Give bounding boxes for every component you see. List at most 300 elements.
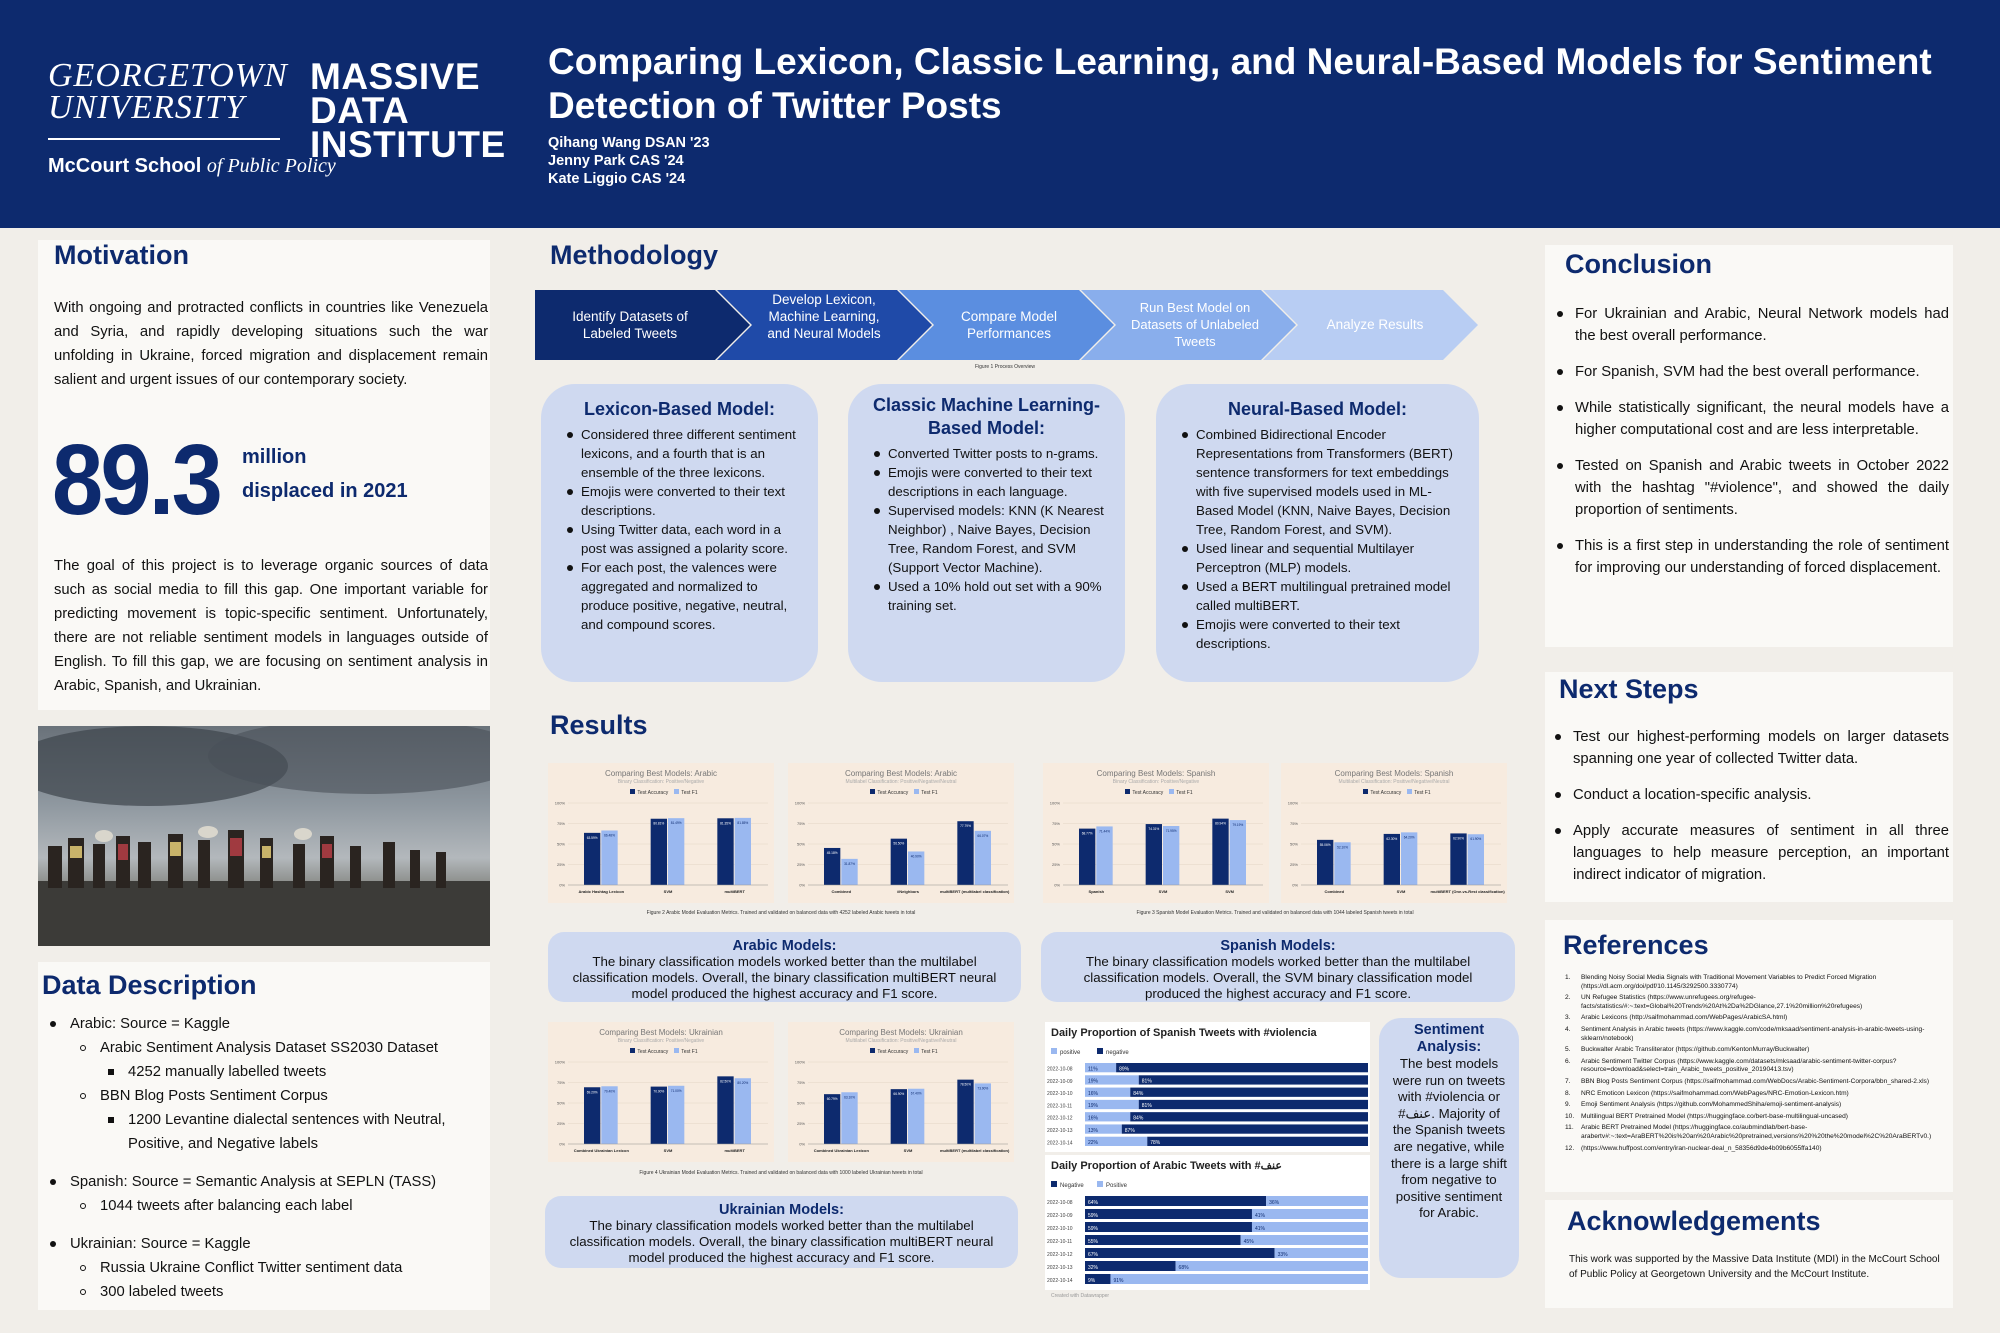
list-item: BBN Blog Posts Sentiment Corpus bbox=[46, 1084, 486, 1108]
stat-label: displaced in 2021 bbox=[242, 480, 408, 502]
x-tick-label: multiBERT (multilabel classification) bbox=[939, 1148, 1010, 1153]
lexicon-model-list bbox=[563, 425, 800, 634]
bar bbox=[1468, 834, 1484, 885]
list-item: Emojis were converted to their text descriptions. bbox=[563, 482, 800, 520]
data-label: 71.00% bbox=[670, 1088, 682, 1093]
data-label: 70.40% bbox=[604, 1089, 615, 1094]
y-tick-label: 25% bbox=[556, 862, 565, 867]
data-label: 19% bbox=[1088, 1078, 1099, 1085]
bar bbox=[651, 1087, 667, 1144]
bar bbox=[1401, 832, 1417, 885]
reference-link[interactable]: Sentiment Analysis in Arabic tweets (https://www.kaggle.com/code/mksaad/sentiment-analysis-in-arabic-tweets-using-sklearn/notebook) bbox=[1581, 1025, 1925, 1042]
row-label: 2022-10-09 bbox=[1047, 1078, 1073, 1085]
bar bbox=[584, 833, 600, 885]
bar-segment bbox=[1275, 1248, 1368, 1258]
bar-segment bbox=[1252, 1222, 1368, 1232]
bar-segment bbox=[1085, 1209, 1252, 1219]
data-label: 22% bbox=[1088, 1140, 1099, 1147]
data-label: 89% bbox=[1119, 1066, 1130, 1073]
data-label: 55.06% bbox=[1319, 842, 1331, 847]
chart-plot bbox=[548, 797, 774, 903]
spanish-multilabel-chart bbox=[1281, 763, 1507, 903]
y-tick-label: 25% bbox=[1051, 862, 1060, 867]
reference-item: 11. Arabic BERT Pretrained Model (https://huggingface.co/aubmindlab/bert-base-arabertv#:~:text=AraBERT%20is%20an%20Arabic%20pretrained,versions%20%20the%20model%2C%20AraBERTv0.) bbox=[1565, 1124, 1932, 1140]
ukrainian-figure-caption: Figure 4 Ukrainian Model Evaluation Metrics. Trained and validated on balanced data with 1000 labeled Ukrainian tweets in total bbox=[639, 1170, 923, 1176]
legend-label: Test Accuracy bbox=[1132, 790, 1164, 796]
list-item: Conduct a location-specific analysis. bbox=[1549, 784, 1949, 806]
list-item: Ukrainian: Source = Kaggle bbox=[46, 1232, 486, 1256]
x-tick-label: SVM bbox=[663, 1148, 673, 1153]
x-tick-label: Combined Ukrainian Lexicon bbox=[813, 1148, 869, 1153]
data-label: 81.49% bbox=[670, 821, 682, 826]
row-label: 2022-10-08 bbox=[1047, 1066, 1073, 1073]
data-label: 41% bbox=[1254, 1212, 1265, 1219]
bar bbox=[717, 1076, 733, 1144]
data-label: 55% bbox=[1088, 1238, 1099, 1245]
spanish-figure-caption: Figure 3 Spanish Model Evaluation Metrics. Trained and validated on balanced data with 1044 labeled Spanish tweets in total bbox=[1136, 910, 1414, 916]
data-label: 81% bbox=[1141, 1078, 1152, 1085]
y-tick-label: 0% bbox=[799, 882, 805, 888]
data-label: 63.10% bbox=[844, 1095, 855, 1100]
data-label: 67.40% bbox=[910, 1091, 922, 1096]
data-label: 62.90% bbox=[1453, 836, 1464, 841]
reference-link[interactable]: UN Refugee Statistics (https://www.unrefugees.org/refugee-facts/statistics/#:~:text=Global%20Trends%20At%2Da%2DGlance,27.1%20million%20refugees) bbox=[1581, 994, 1863, 1010]
arabic-results-title: Arabic Models: bbox=[732, 938, 837, 954]
y-tick-label: 100% bbox=[1287, 800, 1298, 806]
legend-label: Test Accuracy bbox=[877, 790, 909, 796]
bar-segment bbox=[1176, 1261, 1368, 1271]
bar-segment bbox=[1085, 1235, 1241, 1245]
bar bbox=[1212, 819, 1228, 885]
legend-swatch bbox=[870, 789, 875, 794]
chart-subtitle: Multilabel Classification: Positive/Negative/Neutral bbox=[845, 779, 957, 785]
reference-link[interactable]: Arabic BERT Pretrained Model (https://huggingface.co/aubmindlab/bert-base-arabertv#:~:text=AraBERT%20is%20an%20Arabic%20pretrained,versions%20%20the%20model%2C%20AraBERTv0.) bbox=[1581, 1124, 1932, 1140]
data-label: 79.19% bbox=[1232, 823, 1244, 828]
row-label: 2022-10-13 bbox=[1047, 1265, 1073, 1272]
sentiment-analysis-title: Sentiment Analysis: bbox=[1413, 1022, 1485, 1055]
bar-segment bbox=[1266, 1196, 1368, 1206]
reference-item: 4. Sentiment Analysis in Arabic tweets (https://www.kaggle.com/code/mksaad/sentiment-analysis-in-arabic-tweets-using-sklearn/notebook) bbox=[1565, 1025, 1925, 1042]
y-tick-label: 100% bbox=[794, 800, 805, 806]
list-item: Converted Twitter posts to n-grams. bbox=[870, 444, 1107, 463]
legend-swatch bbox=[1051, 1181, 1057, 1187]
chart-subtitle: Multilabel Classification: Positive/Negative/Neutral bbox=[845, 1038, 957, 1044]
y-tick-label: 50% bbox=[556, 1100, 565, 1106]
x-tick-label: Combined bbox=[831, 889, 852, 894]
data-label: 71.95% bbox=[1165, 829, 1177, 834]
y-tick-label: 75% bbox=[796, 1080, 805, 1085]
data-label: 80.20% bbox=[737, 1081, 749, 1086]
legend-label: negative bbox=[1106, 1050, 1129, 1056]
y-tick-label: 100% bbox=[1049, 800, 1060, 806]
neural-model-list bbox=[1178, 425, 1461, 653]
acknowledgements-heading: Acknowledgements bbox=[1567, 1206, 1821, 1236]
bar bbox=[584, 1087, 600, 1144]
data-label: 77.79% bbox=[960, 824, 971, 829]
bar-segment bbox=[1085, 1196, 1266, 1206]
chart-legend bbox=[548, 789, 774, 796]
step-develop-models: Develop Lexicon, Machine Learning, and Neural Models bbox=[767, 292, 881, 341]
reference-item: 12. (https://www.huffpost.com/entry/iran-nuclear-deal_n_58356d9de4b09b6055ffa140) bbox=[1565, 1144, 1822, 1152]
legend-label: Negative bbox=[1060, 1183, 1084, 1189]
y-tick-label: 75% bbox=[556, 821, 565, 826]
data-label: 16% bbox=[1088, 1090, 1099, 1097]
data-label: 52.10% bbox=[1337, 845, 1348, 850]
data-label: 41% bbox=[1254, 1225, 1265, 1232]
y-tick-label: 100% bbox=[794, 1059, 805, 1065]
legend-swatch bbox=[1097, 1048, 1103, 1054]
row-label: 2022-10-08 bbox=[1047, 1200, 1073, 1207]
reference-item: 1. Blending Noisy Social Media Signals with Traditional Movement Variables to Predict Forced Migration (https://dl.acm.org/doi/pdf/10.1145/3292500.3330774) bbox=[1565, 974, 1877, 990]
legend-label: Test Accuracy bbox=[877, 1049, 909, 1055]
data-label: 78.50% bbox=[960, 1082, 971, 1087]
reference-link[interactable]: NRC Emoticon Lexicon (https://saifmohammad.com/WebPages/NRC-Emotion-Lexicon.htm) bbox=[1581, 1089, 1849, 1097]
chart-title: Comparing Best Models: Spanish bbox=[1096, 769, 1216, 778]
poster-title: Comparing Lexicon, Classic Learning, and Neural-Based Models for Sentiment Detection of Twitter Posts bbox=[548, 41, 1932, 126]
ukrainian-results-text: The binary classification models worked better than the multilabel classification models. Overall, the binary classification multiBERT neural model produced the highest accuracy and F1 score. bbox=[569, 1218, 994, 1265]
bar-segment bbox=[1122, 1124, 1368, 1133]
list-item: Emojis were converted to their text descriptions in each language. bbox=[870, 463, 1107, 501]
arabic-figure-caption: Figure 2 Arabic Model Evaluation Metrics. Trained and validated on balanced data with 4252 labeled Arabic tweets in total bbox=[646, 910, 916, 916]
university-name: GEORGETOWN UNIVERSITY bbox=[48, 57, 288, 126]
bar-segment bbox=[1110, 1274, 1368, 1284]
y-tick-label: 75% bbox=[796, 821, 805, 826]
data-label: 81.85% bbox=[737, 820, 749, 825]
list-item: Arabic Sentiment Analysis Dataset SS2030 Dataset bbox=[46, 1036, 486, 1060]
legend-swatch bbox=[1051, 1048, 1057, 1054]
legend-swatch bbox=[630, 1048, 635, 1053]
x-tick-label: #Neighbors bbox=[896, 889, 920, 894]
row-label: 2022-10-09 bbox=[1047, 1213, 1073, 1220]
bar bbox=[601, 830, 617, 885]
chart-title: Daily Proportion of Arabic Tweets with #عنف bbox=[1051, 1160, 1282, 1172]
row-label: 2022-10-12 bbox=[1047, 1252, 1073, 1259]
row-label: 2022-10-10 bbox=[1047, 1226, 1073, 1233]
bar bbox=[1096, 826, 1112, 885]
list-item: Used linear and sequential Multilayer Perceptron (MLP) models. bbox=[1178, 539, 1461, 577]
chart-legend bbox=[1281, 789, 1507, 796]
data-label: 19% bbox=[1088, 1103, 1099, 1110]
bar-segment bbox=[1252, 1209, 1368, 1219]
references-list bbox=[1565, 974, 1945, 1156]
y-tick-label: 50% bbox=[796, 1100, 805, 1106]
bar bbox=[1450, 833, 1466, 885]
y-tick-label: 100% bbox=[554, 1059, 565, 1065]
data-label: 67% bbox=[1088, 1251, 1099, 1258]
data-label: 36% bbox=[1269, 1199, 1280, 1206]
list-item: Used a BERT multilingual pretrained model called multiBERT. bbox=[1178, 577, 1461, 615]
bar bbox=[717, 818, 733, 885]
list-item: For Spanish, SVM had the best overall performance. bbox=[1551, 361, 1949, 383]
ukrainian-results-summary bbox=[545, 1196, 1018, 1268]
y-tick-label: 75% bbox=[556, 1080, 565, 1085]
data-label: 68% bbox=[1178, 1264, 1189, 1271]
chart-plot bbox=[548, 1056, 774, 1162]
reference-link[interactable]: Multilingual BERT Pretrained Model (https://huggingface.co/bert-base-multilingual-uncased) bbox=[1581, 1112, 1848, 1120]
legend-label: Test F1 bbox=[681, 790, 698, 796]
ukrainian-binary-chart bbox=[548, 1022, 774, 1162]
methodology-heading: Methodology bbox=[550, 240, 718, 270]
displaced-stat: 89.3 bbox=[52, 424, 221, 536]
y-tick-label: 50% bbox=[1051, 841, 1060, 847]
bar-segment bbox=[1085, 1248, 1275, 1258]
x-tick-label: multiBERT (multilabel classification) bbox=[939, 889, 1010, 894]
data-label: 33% bbox=[1277, 1251, 1288, 1258]
data-label: 59% bbox=[1088, 1225, 1099, 1232]
legend-swatch bbox=[674, 789, 679, 794]
legend-swatch bbox=[914, 1048, 919, 1053]
data-label: 62.30% bbox=[1386, 836, 1398, 841]
arabic-results-text: The binary classification models worked better than the multilabel classification models. Overall, the binary classification multiBERT neural model produced the highest accuracy and F1 score. bbox=[572, 954, 997, 1001]
list-item: This is a first step in understanding the role of sentiment for improving our understanding of forced displacement. bbox=[1551, 535, 1949, 579]
list-item: Tested on Spanish and Arabic tweets in October 2022 with the hashtag "#violence", and showed the daily proportion of sentiments. bbox=[1551, 455, 1949, 521]
reference-link[interactable]: Buckwalter Arabic Transliterator (https://github.com/KentonMurray/Buckwalter) bbox=[1581, 1046, 1810, 1054]
chart-plot bbox=[788, 797, 1014, 903]
reference-item: 8. NRC Emoticon Lexicon (https://saifmohammad.com/WebPages/NRC-Emotion-Lexicon.htm) bbox=[1565, 1089, 1849, 1097]
school-name: McCourt School of Public Policy bbox=[48, 155, 336, 177]
legend-swatch bbox=[1363, 789, 1368, 794]
y-tick-label: 100% bbox=[554, 800, 565, 806]
ukrainian-multilabel-chart bbox=[788, 1022, 1014, 1162]
photo-illustration bbox=[38, 726, 490, 946]
x-tick-label: SVM bbox=[1396, 889, 1406, 894]
row-label: 2022-10-11 bbox=[1047, 1239, 1073, 1246]
y-tick-label: 50% bbox=[1289, 841, 1298, 847]
data-label: 63.59% bbox=[586, 835, 598, 840]
data-label: 64% bbox=[1088, 1199, 1099, 1206]
bar bbox=[975, 831, 991, 885]
list-item: 4252 manually labelled tweets bbox=[46, 1060, 486, 1084]
list-item: 1044 tweets after balancing each label bbox=[46, 1194, 486, 1218]
legend-label: Test F1 bbox=[921, 1049, 938, 1055]
x-tick-label: SVM bbox=[903, 1148, 913, 1153]
chart-plot bbox=[1043, 797, 1269, 903]
bar-segment bbox=[1130, 1112, 1368, 1121]
data-label: 40.90% bbox=[910, 854, 922, 859]
data-label: 60.79% bbox=[826, 1097, 838, 1102]
legend-swatch bbox=[914, 789, 919, 794]
next-steps-heading: Next Steps bbox=[1559, 674, 1699, 704]
chart-legend bbox=[788, 789, 1014, 796]
y-tick-label: 50% bbox=[556, 841, 565, 847]
motivation-heading: Motivation bbox=[54, 240, 189, 270]
chart-subtitle: Multilabel Classification: Positive/Negative/Neutral bbox=[1338, 779, 1450, 785]
migrants-photo bbox=[38, 726, 490, 946]
next-steps-list bbox=[1549, 726, 1949, 886]
data-label: 66.48% bbox=[604, 833, 615, 838]
chart-plot bbox=[788, 1056, 1014, 1162]
x-tick-label: Spanish bbox=[1088, 889, 1105, 894]
x-tick-label: SVM bbox=[1225, 889, 1235, 894]
author: Kate Liggio CAS '24 bbox=[548, 171, 686, 187]
bar-segment bbox=[1116, 1063, 1368, 1072]
reference-link[interactable]: Blending Noisy Social Media Signals with Traditional Movement Variables to Predict Forced Migration (https://dl.acm.org/doi/pdf/10.1145/3292500.3330774) bbox=[1581, 974, 1877, 990]
data-label: 87% bbox=[1124, 1127, 1135, 1134]
legend-label: Test F1 bbox=[1176, 790, 1193, 796]
neural-model-title: Neural-Based Model: bbox=[1227, 399, 1408, 419]
list-item: Russia Ukraine Conflict Twitter sentiment data bbox=[46, 1256, 486, 1280]
data-description-heading: Data Description bbox=[42, 970, 257, 1000]
legend-label: positive bbox=[1060, 1050, 1081, 1056]
y-tick-label: 0% bbox=[799, 1141, 805, 1147]
legend-label: Test F1 bbox=[921, 790, 938, 796]
data-label: 84% bbox=[1133, 1115, 1144, 1122]
x-tick-label: multiBERT bbox=[724, 889, 745, 894]
sentiment-analysis-text: The best models were run on tweets with #violencia or #عنف. Majority of the Spanish tweets are negative, while there is a large shift from negative to positive sentiment for Arabic. bbox=[1390, 1056, 1508, 1221]
data-label: 78% bbox=[1150, 1140, 1161, 1147]
x-tick-label: SVM bbox=[663, 889, 673, 894]
list-item: Spanish: Source = Semantic Analysis at SEPLN (TASS) bbox=[46, 1170, 486, 1194]
data-label: 70.00% bbox=[653, 1089, 665, 1094]
step-run-best-model: Run Best Model on Datasets of Unlabeled Tweets bbox=[1131, 300, 1259, 349]
data-label: 16% bbox=[1088, 1115, 1099, 1122]
bar bbox=[1384, 834, 1400, 885]
y-tick-label: 25% bbox=[1289, 862, 1298, 867]
bar-segment bbox=[1139, 1075, 1368, 1084]
chart-legend bbox=[548, 1048, 774, 1055]
data-label: 66.90% bbox=[893, 1092, 905, 1097]
bar-segment bbox=[1085, 1261, 1176, 1271]
bar bbox=[957, 821, 973, 885]
bar-segment bbox=[1085, 1222, 1252, 1232]
data-description-panel bbox=[38, 962, 490, 1310]
reference-link[interactable]: Arabic Lexicons (http://saifmohammad.com/WebPages/ArabicSA.html) bbox=[1581, 1014, 1788, 1022]
chart-title: Comparing Best Models: Ukrainian bbox=[599, 1028, 723, 1037]
bar bbox=[975, 1083, 991, 1144]
row-label: 2022-10-12 bbox=[1047, 1115, 1073, 1122]
reference-link[interactable]: (https://www.huffpost.com/entry/iran-nuclear-deal_n_58356d9de4b09b6055ffa140) bbox=[1581, 1144, 1822, 1152]
bar bbox=[891, 1089, 907, 1144]
legend-label: Test Accuracy bbox=[1370, 790, 1402, 796]
data-label: 45% bbox=[1243, 1238, 1254, 1245]
data-label: 56.50% bbox=[893, 841, 905, 846]
author: Jenny Park CAS '24 bbox=[548, 153, 684, 169]
legend-swatch bbox=[674, 1048, 679, 1053]
data-sources-list bbox=[46, 1012, 486, 1304]
bar bbox=[957, 1080, 973, 1144]
legend-swatch bbox=[630, 789, 635, 794]
x-tick-label: SVM bbox=[1158, 889, 1168, 894]
bar-segment bbox=[1139, 1100, 1368, 1109]
y-tick-label: 0% bbox=[1054, 882, 1060, 888]
data-label: 82.50% bbox=[720, 1079, 731, 1084]
list-item: Supervised models: KNN (K Nearest Neighbor) , Naive Bayes, Decision Tree, Random Forest, and SVM (Support Vector Machine). bbox=[870, 501, 1107, 577]
list-item: 1200 Levantine dialectal sentences with Neutral, Positive, and Negative labels bbox=[46, 1108, 486, 1156]
data-label: 9% bbox=[1088, 1277, 1096, 1284]
x-tick-label: Arabic Hashtag Lexicon bbox=[578, 889, 625, 894]
ukrainian-results-title: Ukrainian Models: bbox=[719, 1202, 844, 1218]
sentiment-analysis-card bbox=[1379, 1018, 1519, 1278]
bar bbox=[668, 818, 684, 885]
legend-label: Test F1 bbox=[681, 1049, 698, 1055]
bar bbox=[1230, 820, 1246, 885]
arabic-results-summary bbox=[548, 932, 1021, 1002]
step-compare-models: Compare Model Performances bbox=[960, 309, 1058, 341]
motivation-text: With ongoing and protracted conflicts in countries like Venezuela and Syria, and rapidly developing situations such the war unfolding in Ukraine, forced migration and displacement remain salient and urgent issues of our contemporary society. bbox=[54, 300, 488, 388]
legend-label: Positive bbox=[1106, 1183, 1128, 1189]
y-tick-label: 25% bbox=[796, 862, 805, 867]
data-label: 91% bbox=[1113, 1277, 1124, 1284]
row-label: 2022-10-14 bbox=[1047, 1140, 1073, 1147]
chart-plot bbox=[1045, 1022, 1370, 1152]
list-item: While statistically significant, the neural models have a higher computational cost and are less interpretable. bbox=[1551, 397, 1949, 441]
reference-item: 6. Arabic Sentiment Twitter Corpus (https://www.kaggle.com/datasets/mksaad/arabic-sentiment-twitter-corpus?resource=download&select=train_Arabic_tweets_positive_20190413.tsv) bbox=[1565, 1057, 1897, 1074]
list-item: Using Twitter data, each word in a post was assigned a polarity score. bbox=[563, 520, 800, 558]
reference-link[interactable]: BBN Blog Posts Sentiment Corpus (https://saifmohammad.com/WebDocs/Arabic-Sentiment-Corpora/bbn_shared-2.xls) bbox=[1581, 1077, 1930, 1085]
legend-label: Test Accuracy bbox=[637, 1049, 669, 1055]
data-label: 81% bbox=[1141, 1103, 1152, 1110]
process-caption: Figure 1 Process Overview bbox=[974, 364, 1036, 370]
process-flow bbox=[535, 290, 1480, 360]
lexicon-model-title: Lexicon-Based Model: bbox=[583, 399, 776, 419]
acknowledgements-text: This work was supported by the Massive Data Institute (MDI) in the McCourt School of Public Policy at Georgetown University and the McCourt Institute. bbox=[1569, 1254, 1940, 1280]
data-label: 80.94% bbox=[1215, 821, 1226, 826]
acknowledgements-panel bbox=[1545, 1200, 1953, 1308]
chart-legend bbox=[788, 1048, 1014, 1055]
data-label: 84% bbox=[1133, 1090, 1144, 1097]
reference-link[interactable]: Emoji Sentiment Analysis (https://github.com/MohammedShiha/emoji-sentiment-analysis) bbox=[1581, 1101, 1842, 1109]
georgetown-logo bbox=[48, 57, 336, 182]
reference-item: 10. Multilingual BERT Pretrained Model (https://huggingface.co/bert-base-multilingual-uncased) bbox=[1565, 1112, 1848, 1120]
row-label: 2022-10-13 bbox=[1047, 1128, 1073, 1135]
reference-item: 3. Arabic Lexicons (http://saifmohammad.com/WebPages/ArabicSA.html) bbox=[1565, 1014, 1788, 1022]
bar bbox=[1163, 826, 1179, 885]
reference-link[interactable]: Arabic Sentiment Twitter Corpus (https://www.kaggle.com/datasets/mksaad/arabic-sentiment-twitter-corpus?resource=download&select=train_Arabic_tweets_positive_20190413.tsv) bbox=[1581, 1057, 1897, 1074]
bar-segment bbox=[1130, 1088, 1368, 1097]
bar bbox=[1079, 829, 1095, 885]
stat-unit: million bbox=[242, 446, 307, 468]
classic-ml-model-list bbox=[870, 444, 1107, 615]
bar bbox=[651, 819, 667, 885]
list-item: 300 labeled tweets bbox=[46, 1280, 486, 1304]
list-item: Considered three different sentiment lexicons, and a fourth that is an ensemble of the three lexicons. bbox=[563, 425, 800, 482]
spanish-daily-chart bbox=[1045, 1022, 1370, 1152]
chart-title: Comparing Best Models: Spanish bbox=[1334, 769, 1454, 778]
arabic-binary-chart bbox=[548, 763, 774, 903]
chart-title: Daily Proportion of Spanish Tweets with #violencia bbox=[1051, 1027, 1317, 1039]
data-label: 74.31% bbox=[1148, 827, 1160, 832]
legend-label: Test Accuracy bbox=[637, 790, 669, 796]
references-heading: References bbox=[1563, 930, 1709, 960]
bar-segment bbox=[1147, 1137, 1368, 1146]
conclusion-list bbox=[1551, 303, 1949, 579]
chart-legend bbox=[1043, 789, 1269, 796]
data-label: 71.44% bbox=[1099, 829, 1110, 834]
bar-segment bbox=[1241, 1235, 1368, 1245]
reference-item: 7. BBN Blog Posts Sentiment Corpus (https://saifmohammad.com/WebDocs/Arabic-Sentiment-Corpora/bbn_shared-2.xls) bbox=[1565, 1077, 1930, 1085]
chart-plot bbox=[1045, 1155, 1370, 1290]
chart-subtitle: Binary Classification: Positive/Negative bbox=[617, 1038, 705, 1044]
chart-plot bbox=[1281, 797, 1507, 903]
legend-label: Test F1 bbox=[1414, 790, 1431, 796]
step-analyze-results: Analyze Results bbox=[1326, 317, 1424, 332]
row-label: 2022-10-10 bbox=[1047, 1091, 1073, 1098]
chart-subtitle: Binary Classification: Positive/Negative bbox=[1112, 779, 1200, 785]
author: Qihang Wang DSAN '23 bbox=[548, 135, 710, 151]
next-steps-panel bbox=[1545, 672, 1953, 902]
y-tick-label: 75% bbox=[1051, 821, 1060, 826]
results-heading: Results bbox=[550, 710, 648, 740]
legend-swatch bbox=[870, 1048, 875, 1053]
bar bbox=[841, 1092, 857, 1144]
conclusion-panel bbox=[1545, 245, 1953, 647]
x-tick-label: Combined Ukrainian Lexicon bbox=[573, 1148, 629, 1153]
bar bbox=[908, 1089, 924, 1144]
chart-subtitle: Binary Classification: Positive/Negative bbox=[617, 779, 705, 785]
data-label: 68.77% bbox=[1081, 831, 1093, 836]
list-item: Apply accurate measures of sentiment in all three languages to help measure perception, an important indirect indicator of migration. bbox=[1549, 820, 1949, 886]
spanish-binary-chart bbox=[1043, 763, 1269, 903]
